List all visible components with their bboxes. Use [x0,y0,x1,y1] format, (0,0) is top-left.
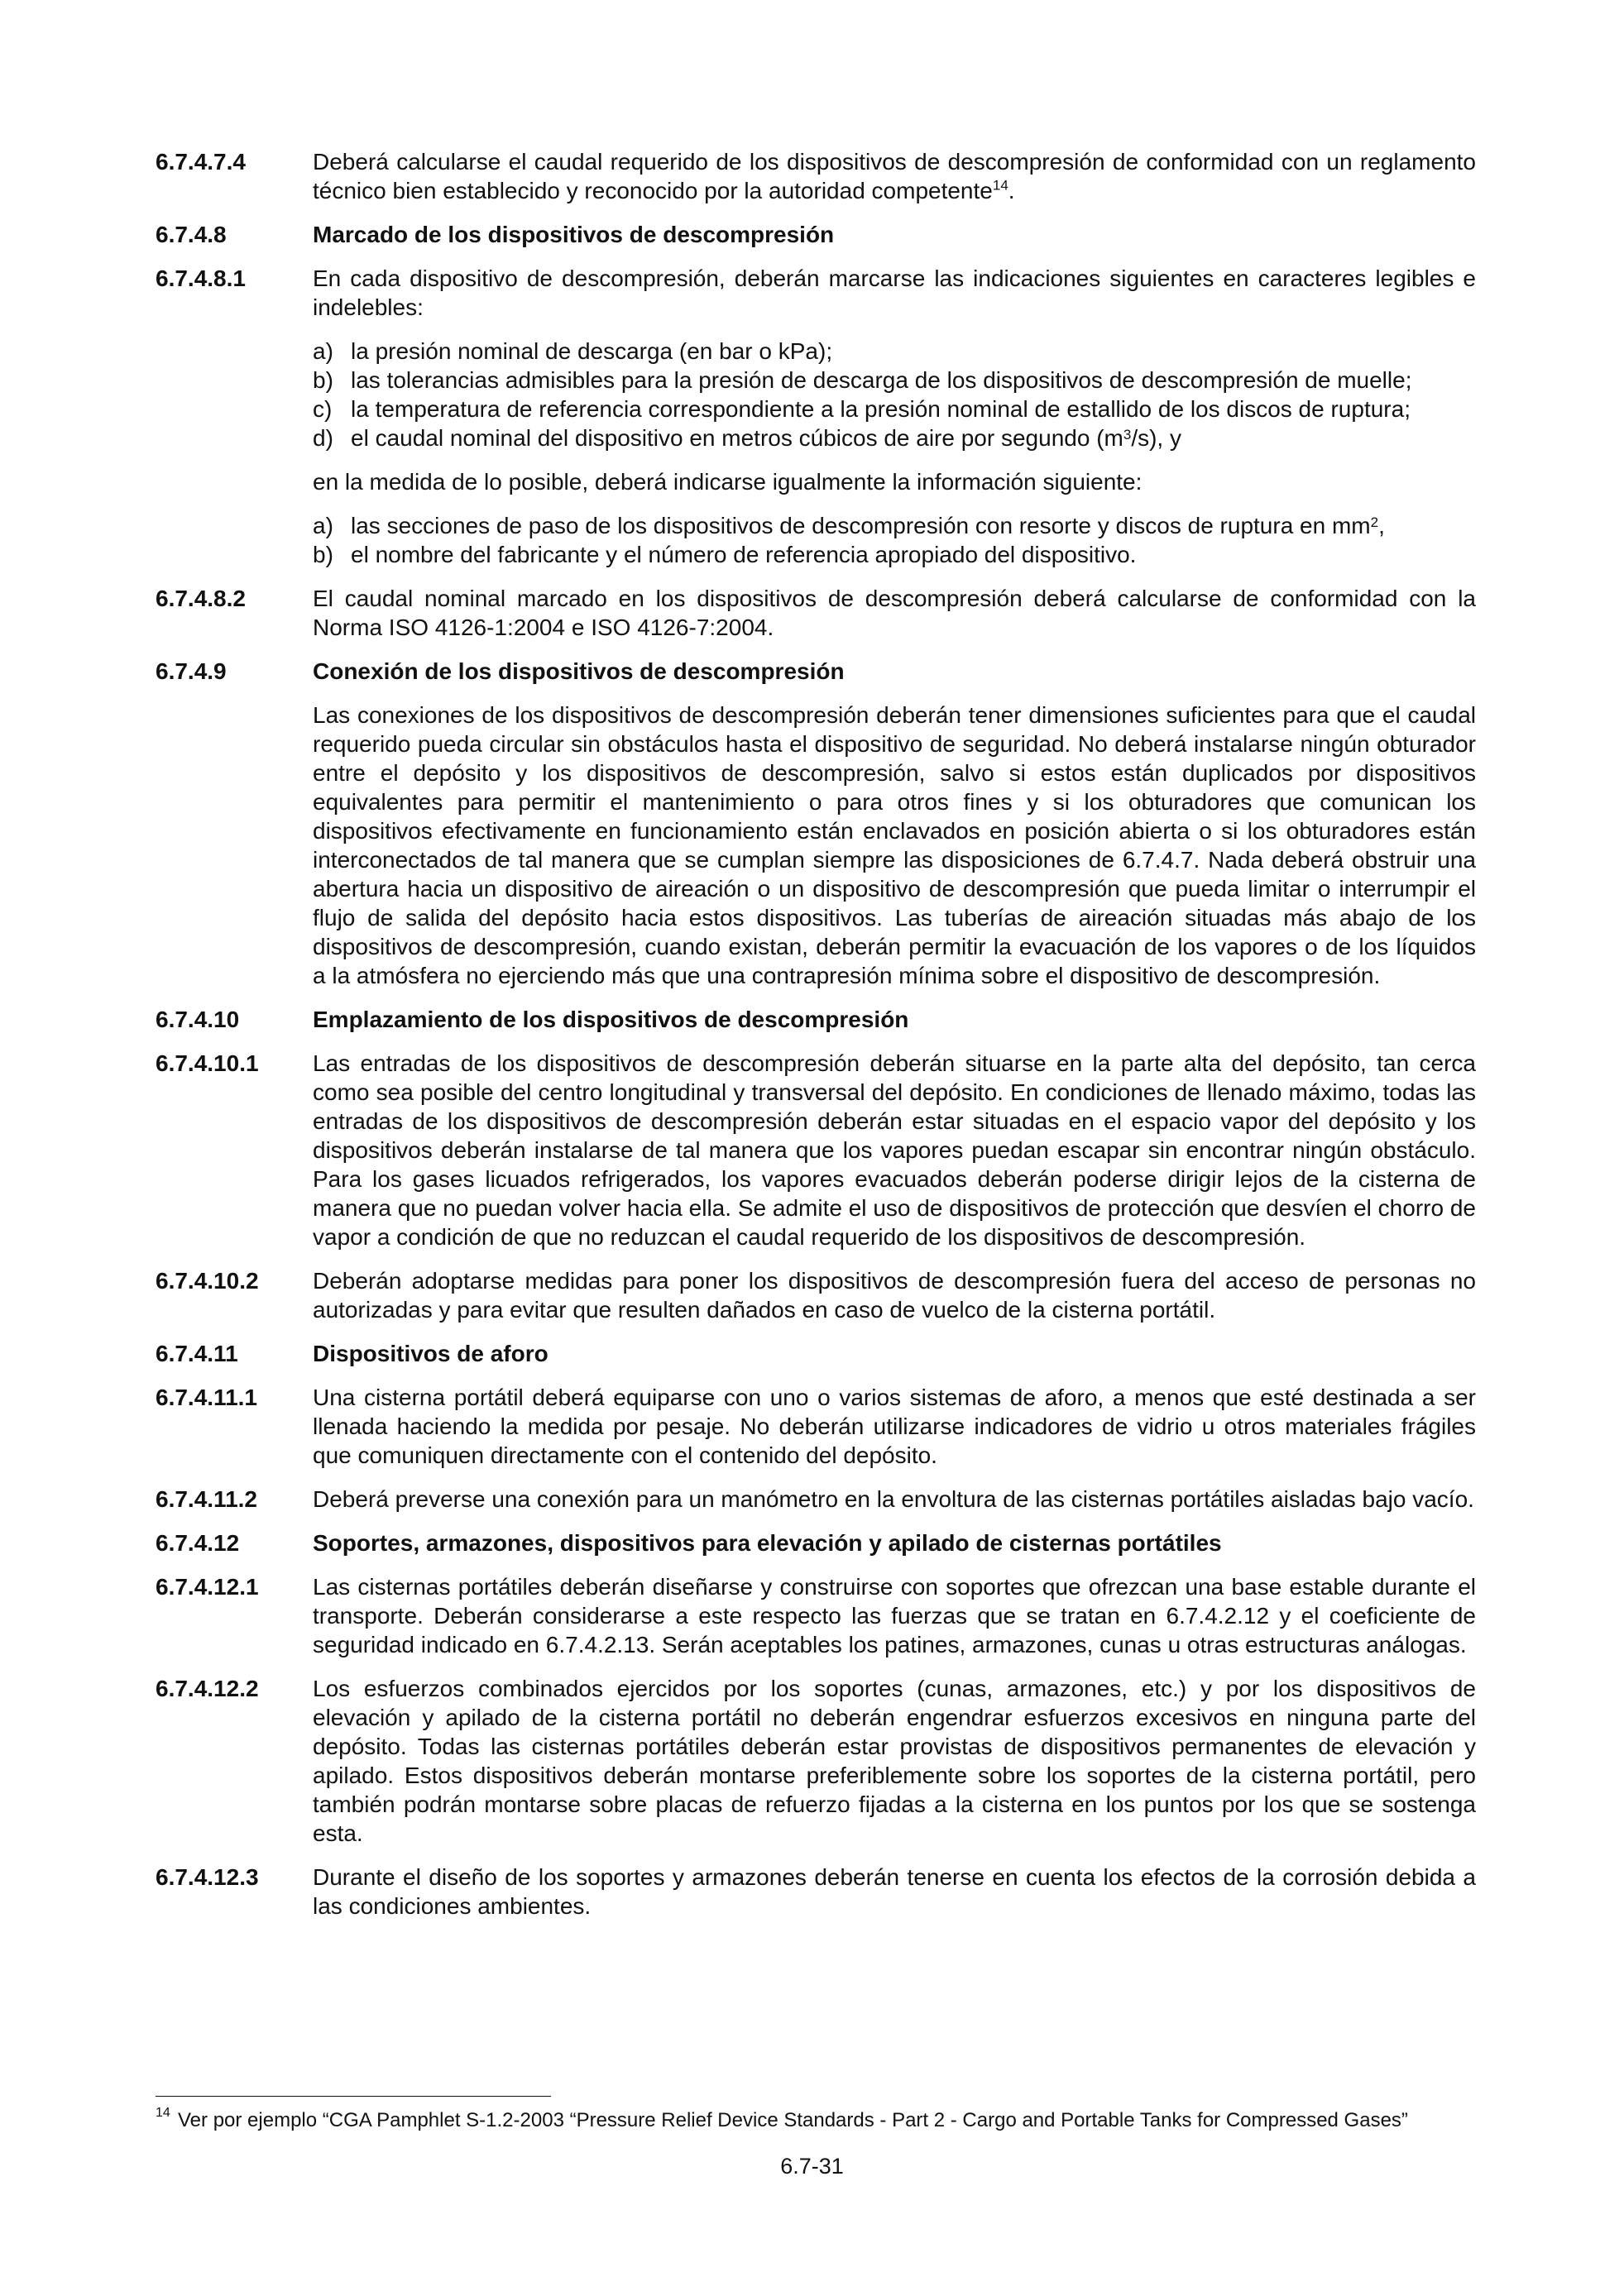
section-6-7-4-11-1 [156,1383,1476,1470]
section-6-7-4-11-2 [156,1485,1476,1514]
section-heading: Soportes, armazones, dispositivos para elevación y apilado de cisternas portátiles [313,1530,1222,1556]
section-number: 6.7.4.11.2 [156,1486,258,1512]
section-text: En cada dispositivo de descompresión, deberán marcarse las indicaciones siguientes en caracteres legibles e indelebles: [313,265,1476,320]
footnote-number: 14 [156,2106,170,2120]
section-text: Deberá calcularse el caudal requerido de los dispositivos de descompresión de conformidad con un reglamento técnico bien establecido y reconocido por la autoridad competente$^{14}$. [313,149,1476,203]
list-item: b) las tolerancias admisibles para la presión de descarga de los dispositivos de descompresión de muelle; [313,367,1412,393]
footnote-divider [156,2096,551,2097]
section-number: 6.7.4.12.2 [156,1676,259,1701]
section-6-7-4-7-4 [156,147,1476,205]
page-number: 6.7-31 [780,2154,844,2179]
list-intro-text: en la medida de lo posible, deberá indicarse igualmente la información siguiente: [313,469,1143,495]
section-text: Las cisternas portátiles deberán diseñarse y construirse con soportes que ofrezcan una base estable durante el transporte. Deberán considerarse a este respecto las fuerzas que se tratan en 6.7.4.2.12 y el coeficiente de seguridad indicado en 6.7.4.2.13. Serán aceptables los patines, armazones, cunas u otras estructuras análogas. [313,1574,1476,1657]
section-number: 6.7.4.8.2 [156,586,246,611]
section-text: Deberá preverse una conexión para un manómetro en la envoltura de las cisternas portátiles aisladas bajo vacío. [313,1486,1474,1512]
section-6-7-4-10-2 [156,1266,1476,1324]
section-text: Deberán adoptarse medidas para poner los dispositivos de descompresión fuera del acceso de personas no autorizadas y para evitar que resulten dañados en caso de vuelco de la cisterna portátil. [313,1268,1476,1323]
list-item: c) la temperatura de referencia correspondiente a la presión nominal de estallido de los discos de ruptura; [313,396,1411,422]
section-6-7-4-11 [156,1339,1476,1368]
section-heading: Emplazamiento de los dispositivos de descompresión [313,1007,909,1032]
section-text: Los esfuerzos combinados ejercidos por los soportes (cunas, armazones, etc.) y por los dispositivos de elevación y apilado de la cisterna portátil no deberán engendrar esfuerzos excesivos en ninguna parte del depósito. Todas las cisternas portátiles deberán estar provistas de dispositivos permanentes de elevación y apilado. Estos dispositivos deberán montarse preferiblemente sobre los soportes de la cisterna portátil, pero también podrán montarse sobre placas de refuerzo fijadas a la cisterna en los puntos por los que se sostenga esta. [313,1676,1476,1846]
section-heading: Dispositivos de aforo [313,1341,549,1366]
section-text: Las conexiones de los dispositivos de descompresión deberán tener dimensiones suficientes para que el caudal requerido pueda circular sin obstáculos hasta el dispositivo de seguridad. No deberá instalarse ningún obturador entre el depósito y los dispositivos de descompresión, salvo si estos están duplicados por dispositivos equivalentes para permitir el mantenimiento o para otros fines y si los obturadores que comunican los dispositivos efectivamente en funcionamiento están enclavados en posición abierta o si los obturadores están interconectados de tal manera que se cumplan siempre las disposiciones de 6.7.4.7. Nada deberá obstruir una abertura hacia un dispositivo de aireación o un dispositivo de descompresión que pueda limitar o interrumpir el flujo de salida del depósito hacia estos dispositivos. Las tuberías de aireación situadas más abajo de los dispositivos de descompresión, cuando existan, deberán permitir la evacuación de los vapores o de los líquidos a la atmósfera no ejerciendo más que una contrapresión mínima sobre el dispositivo de descompresión. [313,702,1476,988]
section-number: 6.7.4.12.3 [156,1864,259,1890]
footnote-ref: 14 [992,177,1008,194]
section-6-7-4-10 [156,1005,1476,1034]
list-item: a) las secciones de paso de los dispositivos de descompresión con resorte y discos de ruptura en $mm^2$, [313,513,1385,538]
section-number: 6.7.4.9 [156,658,227,684]
section-number: 6.7.4.12 [156,1530,240,1556]
section-number: 6.7.4.10.2 [156,1268,259,1294]
footnote [156,2108,1479,2132]
section-number: 6.7.4.12.1 [156,1574,259,1600]
section-6-7-4-12 [156,1528,1476,1557]
section-6-7-4-8-1 [156,264,1476,322]
section-number: 6.7.4.10.1 [156,1050,259,1076]
section-6-7-4-12-1 [156,1572,1476,1659]
section-number: 6.7.4.8 [156,222,227,247]
section-6-7-4-8 [156,220,1476,249]
marking-list-required [313,337,1476,452]
list-item: a) la presión nominal de descarga (en bar o kPa); [313,338,833,364]
list-item: b) el nombre del fabricante y el número de referencia apropiado del dispositivo. [313,542,1137,567]
section-text: El caudal nominal marcado en los dispositivos de descompresión deberá calcularse de conformidad con la Norma ISO 4126-1:2004 e ISO 4126-7:2004. [313,586,1476,640]
section-text: Durante el diseño de los soportes y armazones deberán tenerse en cuenta los efectos de la corrosión debida a las condiciones ambientes. [313,1864,1476,1919]
page-content [156,147,1476,1935]
section-text: Las entradas de los dispositivos de descompresión deberán situarse en la parte alta del depósito, tan cerca como sea posible del centro longitudinal y transversal del depósito. En condiciones de llenado máximo, todas las entradas de los dispositivos de descompresión deberán estar situadas en el espacio vapor del depósito y los dispositivos deberán instalarse de tal manera que los vapores puedan escapar sin encontrar ningún obstáculo. Para los gases licuados refrigerados, los vapores evacuados deberán poderse dirigir lejos de la cisterna de manera que no puedan volver hacia ella. Se admite el uso de dispositivos de protección que desvíen el chorro de vapor a condición de que no reduzcan el caudal requerido de los dispositivos de descompresión. [313,1050,1476,1250]
section-6-7-4-9 [156,657,1476,686]
section-6-7-4-12-2 [156,1674,1476,1848]
section-number: 6.7.4.10 [156,1007,240,1032]
marking-list-optional [313,511,1476,569]
section-text: Una cisterna portátil deberá equiparse con uno o varios sistemas de aforo, a menos que esté destinada a ser llenada haciendo la medida por pesaje. No deberán utilizarse indicadores de vidrio u otros materiales frágiles que comuniquen directamente con el contenido del depósito. [313,1385,1476,1468]
section-6-7-4-8-2 [156,584,1476,642]
section-number: 6.7.4.7.4 [156,149,246,175]
section-6-7-4-12-3 [156,1863,1476,1921]
section-number: 6.7.4.8.1 [156,265,246,291]
section-heading: Marcado de los dispositivos de descompresión [313,222,835,247]
section-number: 6.7.4.11 [156,1341,238,1366]
footnote-text: Ver por ejemplo “CGA Pamphlet S-1.2-2003 “Pressure Relief Device Standards - Part 2 - Cargo and Portable Tanks for Compressed Gases” [178,2109,1408,2131]
section-heading: Conexión de los dispositivos de descompresión [313,658,845,684]
section-number: 6.7.4.11.1 [156,1385,258,1410]
list-item: d) el caudal nominal del dispositivo en metros cúbicos de aire por segundo $(m^3/s)$, y [313,425,1181,451]
section-6-7-4-10-1 [156,1049,1476,1251]
